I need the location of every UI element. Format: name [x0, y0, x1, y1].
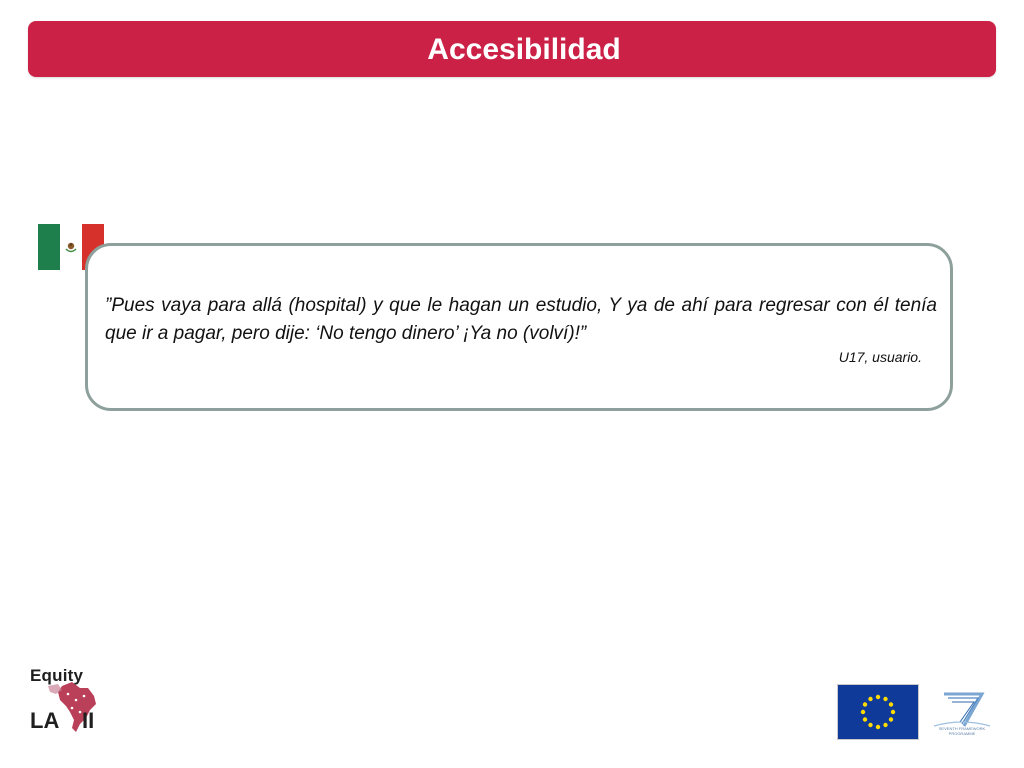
eu-stars-icon: [838, 685, 918, 739]
flag-emblem-icon: [64, 240, 78, 254]
quote-author: U17, usuario.: [838, 349, 922, 365]
flag-stripe-green: [38, 224, 60, 270]
ii-word: II: [82, 708, 95, 733]
slide-title: Accesibilidad: [427, 33, 621, 66]
equity-word: Equity: [30, 666, 84, 685]
quote-text: ”Pues vaya para allá (hospital) y que le hagan un estudio, Y ya de ahí para regresar con él tenía que ir a pagar, pero dije: ‘No tengo dinero’ ¡Ya no (volví)!”: [105, 295, 937, 344]
eu-flag-icon: [837, 684, 919, 740]
flag-stripe-white: [60, 224, 82, 270]
fp7-caption: SEVENTH FRAMEWORK PROGRAMME: [938, 726, 986, 736]
la-word: LA: [30, 708, 60, 733]
equity-la-ii-logo: [28, 666, 102, 736]
